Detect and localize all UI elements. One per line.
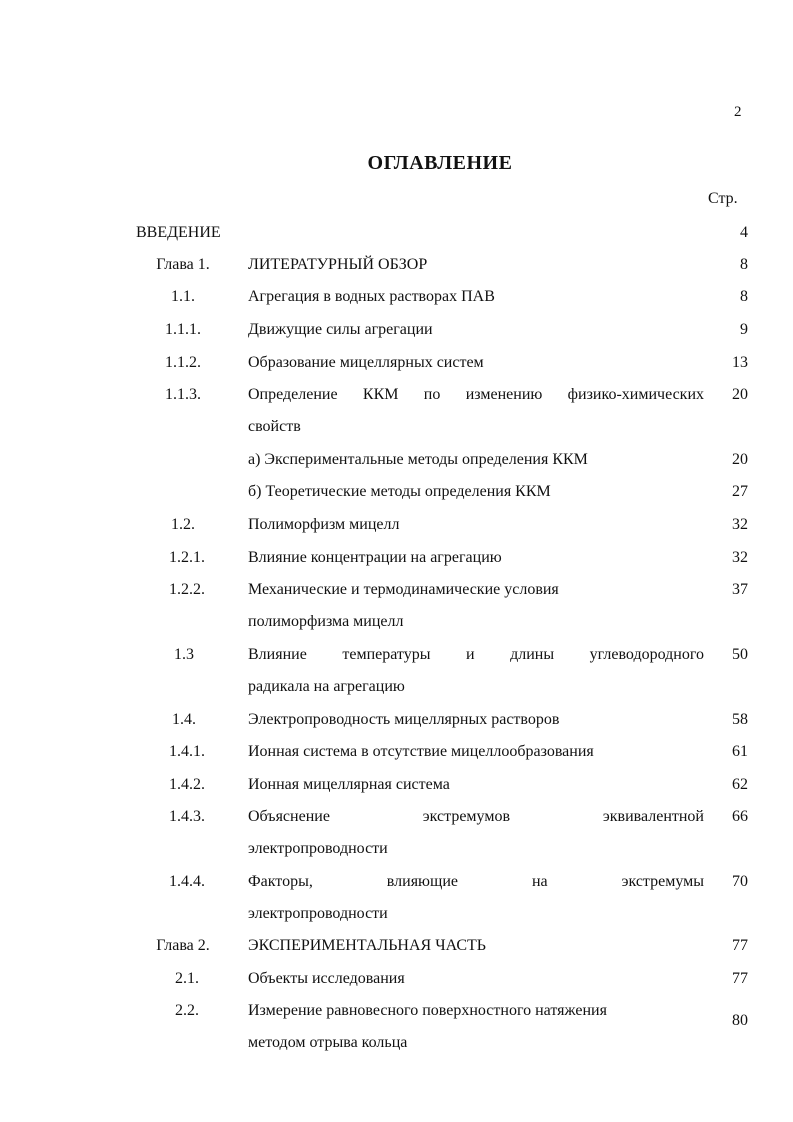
- toc-entry: [0, 963, 793, 993]
- toc-entry: [0, 314, 793, 344]
- toc-entry: [0, 639, 793, 695]
- toc-entry-number: 1.2.1.: [169, 549, 205, 566]
- toc-entry-page: 8: [740, 288, 748, 305]
- toc-entry-number: 2.2.: [175, 1002, 199, 1019]
- toc-entry: [0, 995, 793, 1051]
- toc-entry: [0, 476, 793, 506]
- toc-entry-number: 1.4.2.: [169, 776, 205, 793]
- toc-entry-page: 37: [732, 581, 748, 598]
- toc-entry: [0, 281, 793, 311]
- toc-entry-page: 62: [732, 776, 748, 793]
- toc-entry-title-continued: радикала на агрегацию: [248, 678, 405, 695]
- toc-entry-title: Полиморфизм мицелл: [248, 516, 400, 533]
- toc-entry-title-continued: свойств: [248, 418, 301, 435]
- toc-entry-title: Определение ККМ по изменению физико-химических: [248, 386, 704, 403]
- toc-entry-number: 1.1.: [171, 288, 195, 305]
- toc-intro-page: 4: [740, 224, 748, 241]
- toc-entry: [0, 379, 793, 435]
- toc-entry-number: 1.1.2.: [165, 354, 201, 371]
- toc-entry: [0, 736, 793, 766]
- toc-entry-page: 77: [732, 937, 748, 954]
- toc-entry-title: Факторы, влияющие на экстремумы: [248, 873, 704, 890]
- toc-entry-number: 1.2.: [171, 516, 195, 533]
- toc-entry-number: 1.1.3.: [165, 386, 201, 403]
- toc-entry: [0, 769, 793, 799]
- toc-entry-title: Образование мицеллярных систем: [248, 354, 484, 371]
- toc-entry-page: 32: [732, 516, 748, 533]
- toc-entry-title: а) Экспериментальные методы определения ККМ: [248, 451, 588, 468]
- toc-entry-title: Агрегация в водных растворах ПАВ: [248, 288, 495, 305]
- page-title: ОГЛАВЛЕНИЕ: [367, 152, 513, 174]
- toc-entry-number: 1.2.2.: [169, 581, 205, 598]
- toc-entry-number: 1.4.3.: [169, 808, 205, 825]
- toc-entry-number: Глава 1.: [156, 256, 210, 273]
- toc-entry-title: Ионная мицеллярная система: [248, 776, 450, 793]
- toc-entry-page: 66: [732, 808, 748, 825]
- toc-entry-title: Ионная система в отсутствие мицеллообразования: [248, 743, 594, 760]
- toc-entry-title: Электропроводность мицеллярных растворов: [248, 711, 560, 728]
- toc-entry-page: 9: [740, 321, 748, 338]
- toc-entry-number: 1.4.1.: [169, 743, 205, 760]
- toc-entry-title: Объяснение экстремумов эквивалентной: [248, 808, 704, 825]
- toc-entry: [0, 542, 793, 572]
- toc-entry-title: Влияние концентрации на агрегацию: [248, 549, 502, 566]
- toc-entry-title: ЭКСПЕРИМЕНТАЛЬНАЯ ЧАСТЬ: [248, 937, 486, 954]
- toc-entry-number: 1.4.4.: [169, 873, 205, 890]
- toc-entry-title-continued: электропроводности: [248, 840, 388, 857]
- toc-entry-page: 20: [732, 386, 748, 403]
- toc-entry-page: 70: [732, 873, 748, 890]
- toc-entry: [0, 801, 793, 857]
- toc-entry-title: Механические и термодинамические условия: [248, 581, 559, 598]
- pages-column-header: Стр.: [708, 190, 738, 207]
- toc-entry-page: 13: [732, 354, 748, 371]
- toc-entry-number: Глава 2.: [156, 937, 210, 954]
- toc-entry-title-continued: электропроводности: [248, 905, 388, 922]
- page-number: 2: [734, 104, 742, 120]
- toc-entry-number: 1.3: [174, 646, 194, 663]
- toc-entry: [0, 249, 793, 279]
- toc-entry-page: 80: [732, 1012, 748, 1029]
- toc-entry-title: Измерение равновесного поверхностного натяжения: [248, 1002, 607, 1019]
- toc-entry-page: 77: [732, 970, 748, 987]
- toc-intro-label: ВВЕДЕНИЕ: [136, 224, 221, 241]
- toc-entry-page: 61: [732, 743, 748, 760]
- toc-entry-page: 58: [732, 711, 748, 728]
- toc-entry: [0, 509, 793, 539]
- toc-entry: [0, 704, 793, 734]
- toc-entry-title: Влияние температуры и длины углеводородного: [248, 646, 704, 663]
- toc-entry-page: 50: [732, 646, 748, 663]
- toc-entry-title: б) Теоретические методы определения ККМ: [248, 483, 551, 500]
- toc-entry-page: 27: [732, 483, 748, 500]
- toc-entry-number: 1.1.1.: [165, 321, 201, 338]
- toc-entry-number: 2.1.: [175, 970, 199, 987]
- toc-entry-title: ЛИТЕРАТУРНЫЙ ОБЗОР: [248, 256, 428, 273]
- toc-entry: [0, 574, 793, 630]
- toc-entry-page: 20: [732, 451, 748, 468]
- toc-entry-page: 32: [732, 549, 748, 566]
- toc-entry: [0, 930, 793, 960]
- toc-entry-title: Движущие силы агрегации: [248, 321, 433, 338]
- toc-entry-title-continued: методом отрыва кольца: [248, 1034, 408, 1051]
- toc-entry-title: Объекты исследования: [248, 970, 405, 987]
- toc-entry-title-continued: полиморфизма мицелл: [248, 613, 404, 630]
- toc-entry: [0, 866, 793, 922]
- toc-entry: [0, 444, 793, 474]
- toc-entry-number: 1.4.: [172, 711, 196, 728]
- toc-entry-page: 8: [740, 256, 748, 273]
- toc-entry: [0, 347, 793, 377]
